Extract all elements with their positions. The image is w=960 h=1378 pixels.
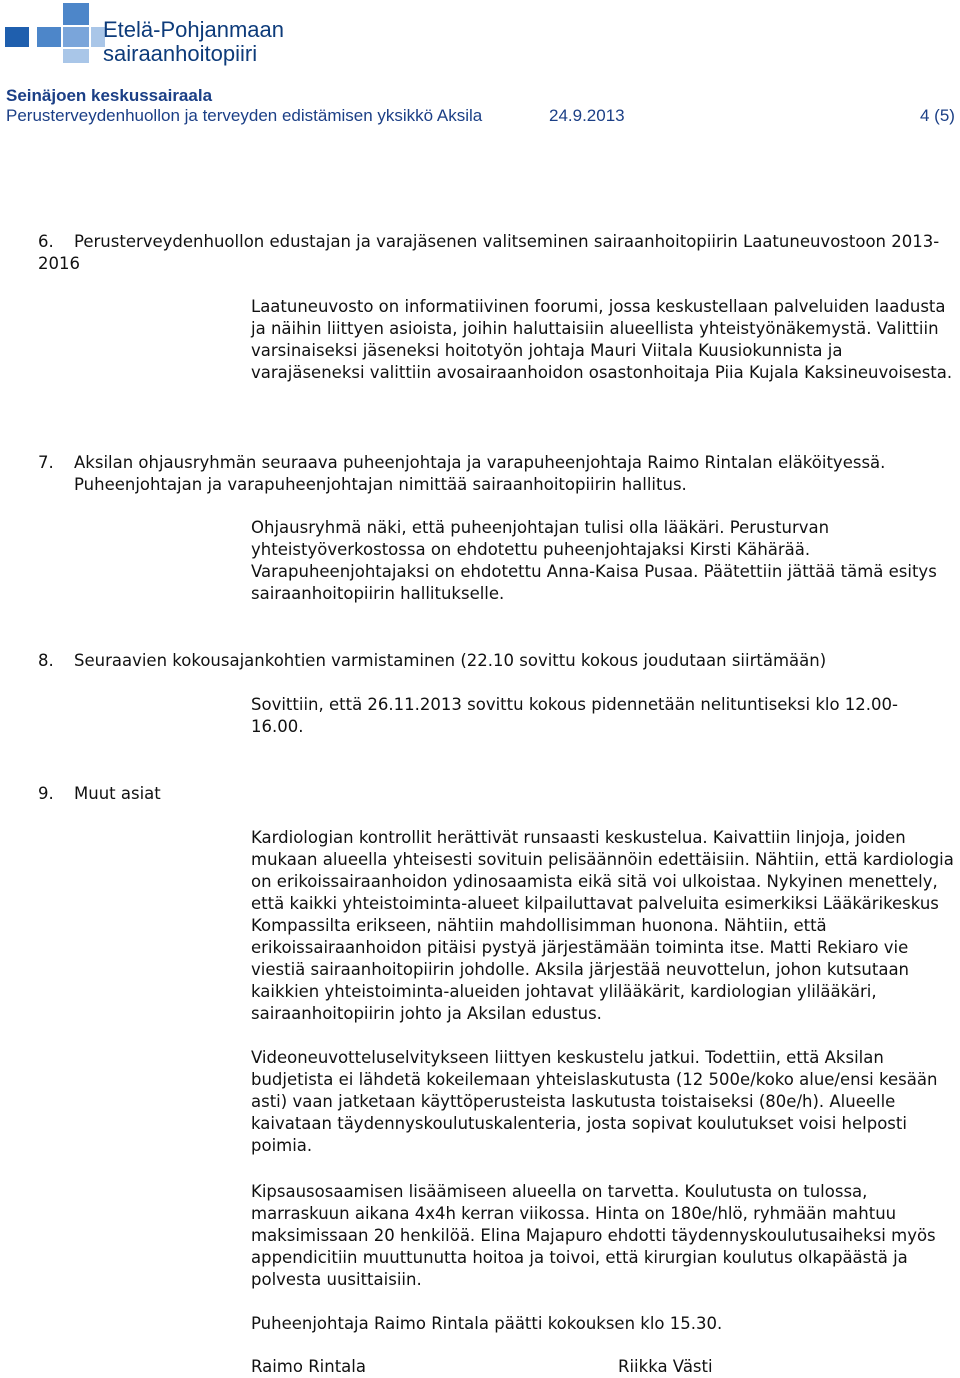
item-heading: Muut asiat <box>74 784 161 803</box>
item-number: 6. <box>38 232 54 251</box>
item-paragraph: Puheenjohtaja Raimo Rintala päätti kokouksen klo 15.30. <box>251 1314 723 1333</box>
item-paragraph: Sovittiin, että 26.11.2013 sovittu kokous pidennetään nelituntiseksi klo 12.00-16.00. <box>251 695 898 736</box>
hospital-district-logo <box>5 3 105 63</box>
brand-name <box>103 18 284 66</box>
item-number: 7. <box>38 453 54 472</box>
signature-secretary: Riikka Västi <box>618 1357 713 1376</box>
page-number: 4 (5) <box>920 106 955 125</box>
signature-chair: Raimo Rintala <box>251 1357 366 1376</box>
item-heading: Seuraavien kokousajankohtien varmistaminen (22.10 sovittu kokous joudutaan siirtämään) <box>74 651 827 670</box>
brand-line-1: Etelä-Pohjanmaan <box>103 17 285 42</box>
item-heading: Aksilan ohjausryhmän seuraava puheenjohtaja ja varapuheenjohtaja Raimo Rintalan eläköityessä. Puheenjohtajan ja varapuheenjohtajan nimittää sairaanhoitopiirin hallitus. <box>74 453 886 494</box>
organization-name: Seinäjoen keskussairaala <box>6 86 213 105</box>
item-paragraph: Videoneuvotteluselvitykseen liittyen keskustelu jatkui. Todettiin, että Aksilan budjetista ei lähdetä kokeilemaan yhteislaskutusta (12 500e/koko alue/ensi kesään asti) vaan jatketaan käyttöperusteista laskutusta toistaiseksi (80e/h). Alueelle kaivataan täydennyskoulutuskalenteria, josta sopivat koulutukset voisi helposti poimia. <box>251 1048 938 1155</box>
document-date: 24.9.2013 <box>549 106 625 125</box>
brand-line-2: sairaanhoitopiiri <box>103 41 258 66</box>
item-paragraph: Laatuneuvosto on informatiivinen foorumi, jossa keskustellaan palveluiden laadusta ja näihin liittyen asioista, joihin haluttaisiin alueellista yhteistyönäkemystä. Valittiin varsinaiseksi jäseneksi hoitotyön johtaja Mauri Viitala Kuusiokunnista ja varajäseneksi valittiin avosairaanhoidon osastonhoitaja Piia Kujala Kaksineuvoisesta. <box>251 297 953 382</box>
unit-name: Perusterveydenhuollon ja terveyden edistämisen yksikkö Aksila <box>6 106 483 125</box>
item-number: 8. <box>38 651 54 670</box>
item-heading: Perusterveydenhuollon edustajan ja varajäsenen valitseminen sairaanhoitopiirin Laatuneuvostoon 2013-2016 <box>38 232 940 273</box>
item-number: 9. <box>38 784 54 803</box>
item-paragraph: Ohjausryhmä näki, että puheenjohtajan tulisi olla lääkäri. Perusturvan yhteistyöverkostossa on ehdotettu puheenjohtajaksi Kirsti Kähärää. Varapuheenjohtajaksi on ehdotettu Anna-Kaisa Pusaa. Päätettiin jättää tämä esitys sairaanhoitopiirin hallitukselle. <box>251 518 937 603</box>
item-paragraph: Kipsausosaamisen lisäämiseen alueella on tarvetta. Koulutusta on tulossa, marraskuun aikana 4x4h kerran viikossa. Hinta on 180e/hlö, ryhmään mahtuu maksimissaan 20 henkilöä. Elina Majapuro ehdotti täydennyskoulutusaiheksi myös appendicitiin muuttunutta hoitoa ja toivoi, että kirurgian koulutus olkapäästä ja polvesta uusittaisiin. <box>251 1182 936 1289</box>
item-paragraph: Kardiologian kontrollit herättivät runsaasti keskustelua. Kaivattiin linjoja, joiden mukaan alueella yhteisesti sovituin pelisäännöin edettäisiin. Nähtiin, että kardiologia on erikoissairaanhoidon ydinosaamista eikä sitä voi ulkoistaa. Nykyinen menettely, että kaikki yhteistoiminta-alueet kilpailuttavat palveluita esimerkiksi Lääkärikeskus Kompassilta erikseen, nähtiin mahdollisimman huonona. Nähtiin, että erikoissairaanhoidon pitäisi pystyä järjestämään toiminta itse. Matti Rekiaro vie viestiä sairaanhoitopiirin johdolle. Aksila järjestää neuvottelun, johon kutsutaan kaikkien yhteistoiminta-alueiden johtavat ylilääkärit, kardiologian ylilääkäri, sairaanhoitopiirin johto ja Aksilan edustus. <box>251 828 954 1023</box>
